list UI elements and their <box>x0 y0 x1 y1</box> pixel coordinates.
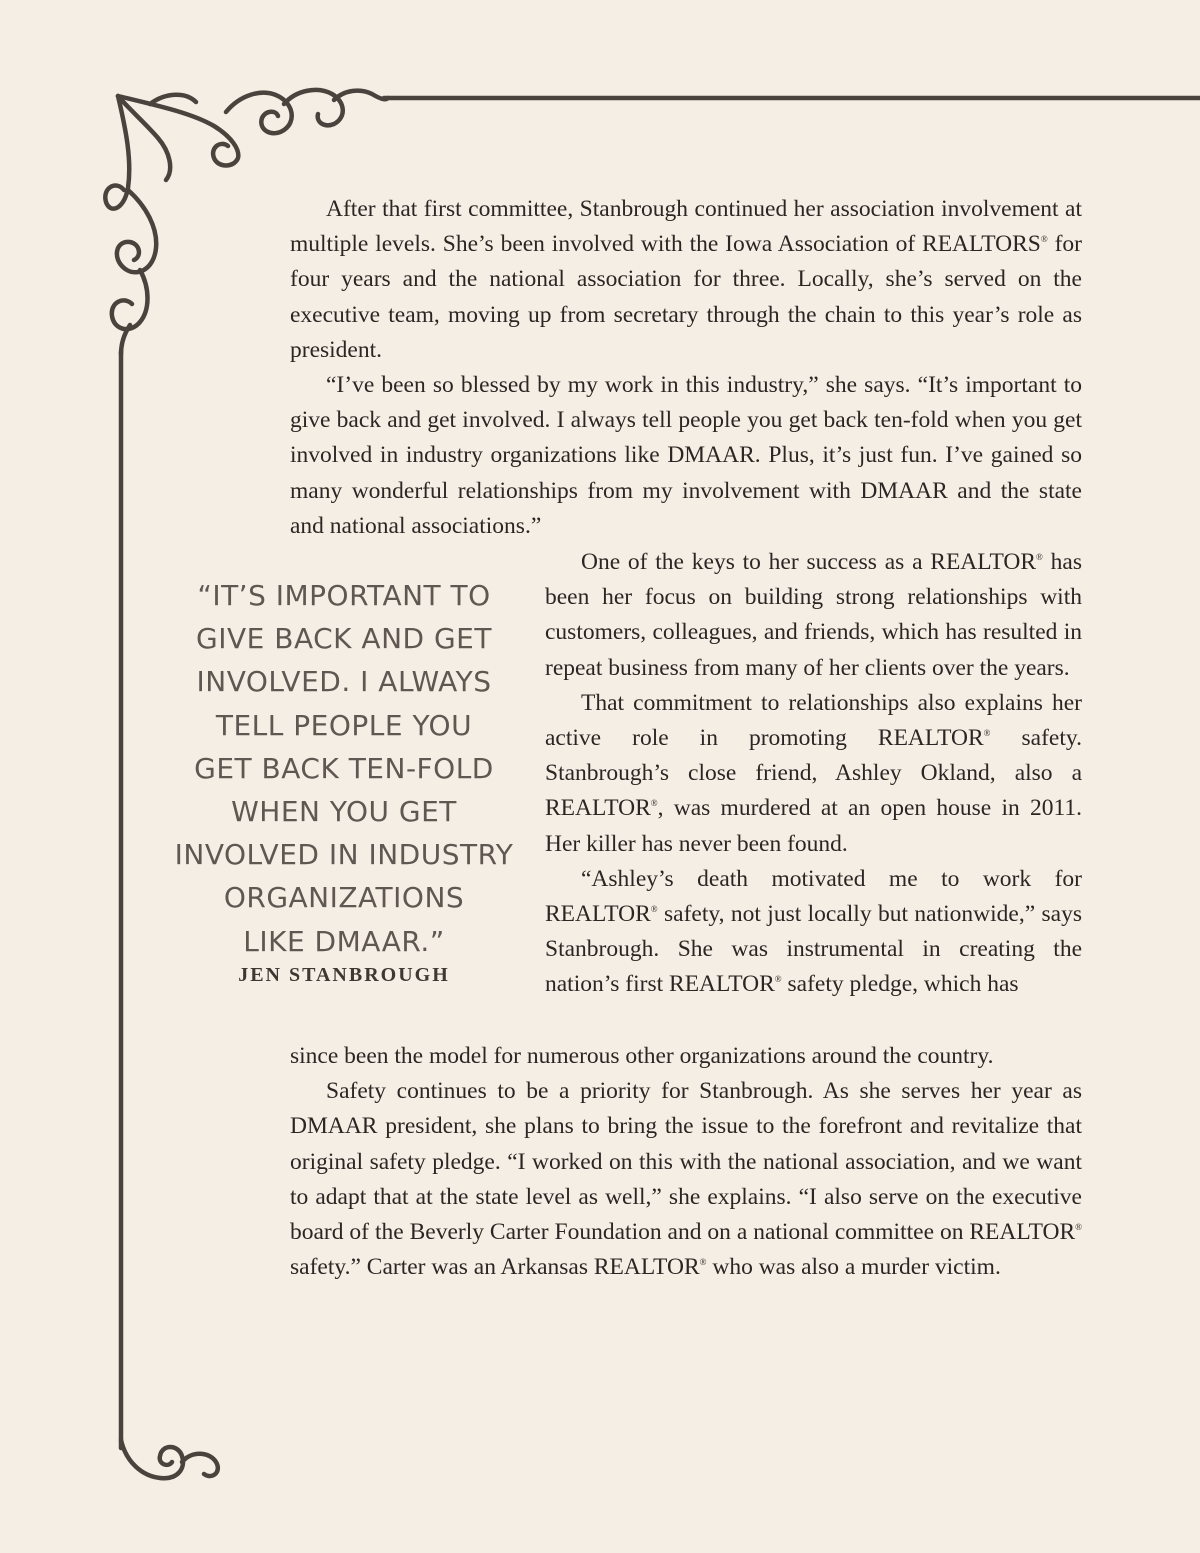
article-body-bottom <box>290 1039 1082 1285</box>
pull-quote-line: INVOLVED. I ALWAYS <box>196 665 492 699</box>
pull-quote-line: LIKE DMAAR.” <box>243 924 445 958</box>
pull-quote-line: TELL PEOPLE YOU <box>215 708 473 742</box>
pull-quote-attribution: JEN STANBROUGH <box>238 963 450 986</box>
pull-quote-text <box>168 574 520 963</box>
article-paragraph: Safety continues to be a priority for Stanbrough. As she serves her year as DMAAR president, she plans to bring the issue to the forefront and revitalize that original safety pledge. “I worked on this with the national association, and we want to adapt that at the state level as well,” she explains. “I also serve on the executive board of the Beverly Carter Foundation and on a national committee on REALTOR® safety.” Carter was an Arkansas REALTOR® who was also a murder victim. <box>290 1078 1082 1281</box>
pull-quote-line: INVOLVED IN INDUSTRY <box>174 838 514 872</box>
bottom-flourish-icon <box>121 1440 218 1478</box>
pull-quote <box>168 574 520 987</box>
article-body-top <box>290 192 1082 544</box>
article-paragraph: That commitment to relationships also explains her active role in promoting REALTOR® safety. Stanbrough’s close friend, Ashley Okland, also a REALTOR®, was murdered at an open house in 2011. Her killer has never been found. <box>545 689 1082 857</box>
article-paragraph-continuation: since been the model for numerous other organizations around the country. <box>290 1043 994 1069</box>
article-paragraph: “Ashley’s death motivated me to work for REALTOR® safety, not just locally but nationwide,” says Stanbrough. She was instrumental in creating the nation’s first REALTOR® safety pledge, which has <box>545 865 1082 998</box>
pull-quote-line: WHEN YOU GET <box>231 795 457 829</box>
article-paragraph: “I’ve been so blessed by my work in this industry,” she says. “It’s important to give back and get involved. I always tell people you get back ten-fold when you get involved in industry organizations like DMAAR. Plus, it’s just fun. I’ve gained so many wonderful relationships from my involvement with DMAAR and the state and national associations.” <box>290 372 1082 539</box>
top-flourish-icon <box>118 90 388 180</box>
pull-quote-line: GET BACK TEN-FOLD <box>194 751 494 785</box>
pull-quote-line: “IT’S IMPORTANT TO <box>197 579 491 612</box>
article-body-middle <box>545 545 1082 1003</box>
article-paragraph: One of the keys to her success as a REALTOR® has been her focus on building strong relationships with customers, colleagues, and friends, which has resulted in repeat business from many of her clients over the years. <box>545 549 1082 681</box>
left-flourish-icon <box>105 96 156 354</box>
pull-quote-line: GIVE BACK AND GET <box>196 622 492 656</box>
pull-quote-line: ORGANIZATIONS <box>223 881 465 915</box>
article-paragraph: After that first committee, Stanbrough continued her association involvement at multiple levels. She’s been involved with the Iowa Association of REALTORS® for four years and the national association for three. Locally, she’s served on the executive team, moving up from secretary through the chain to this year’s role as president. <box>290 196 1082 363</box>
